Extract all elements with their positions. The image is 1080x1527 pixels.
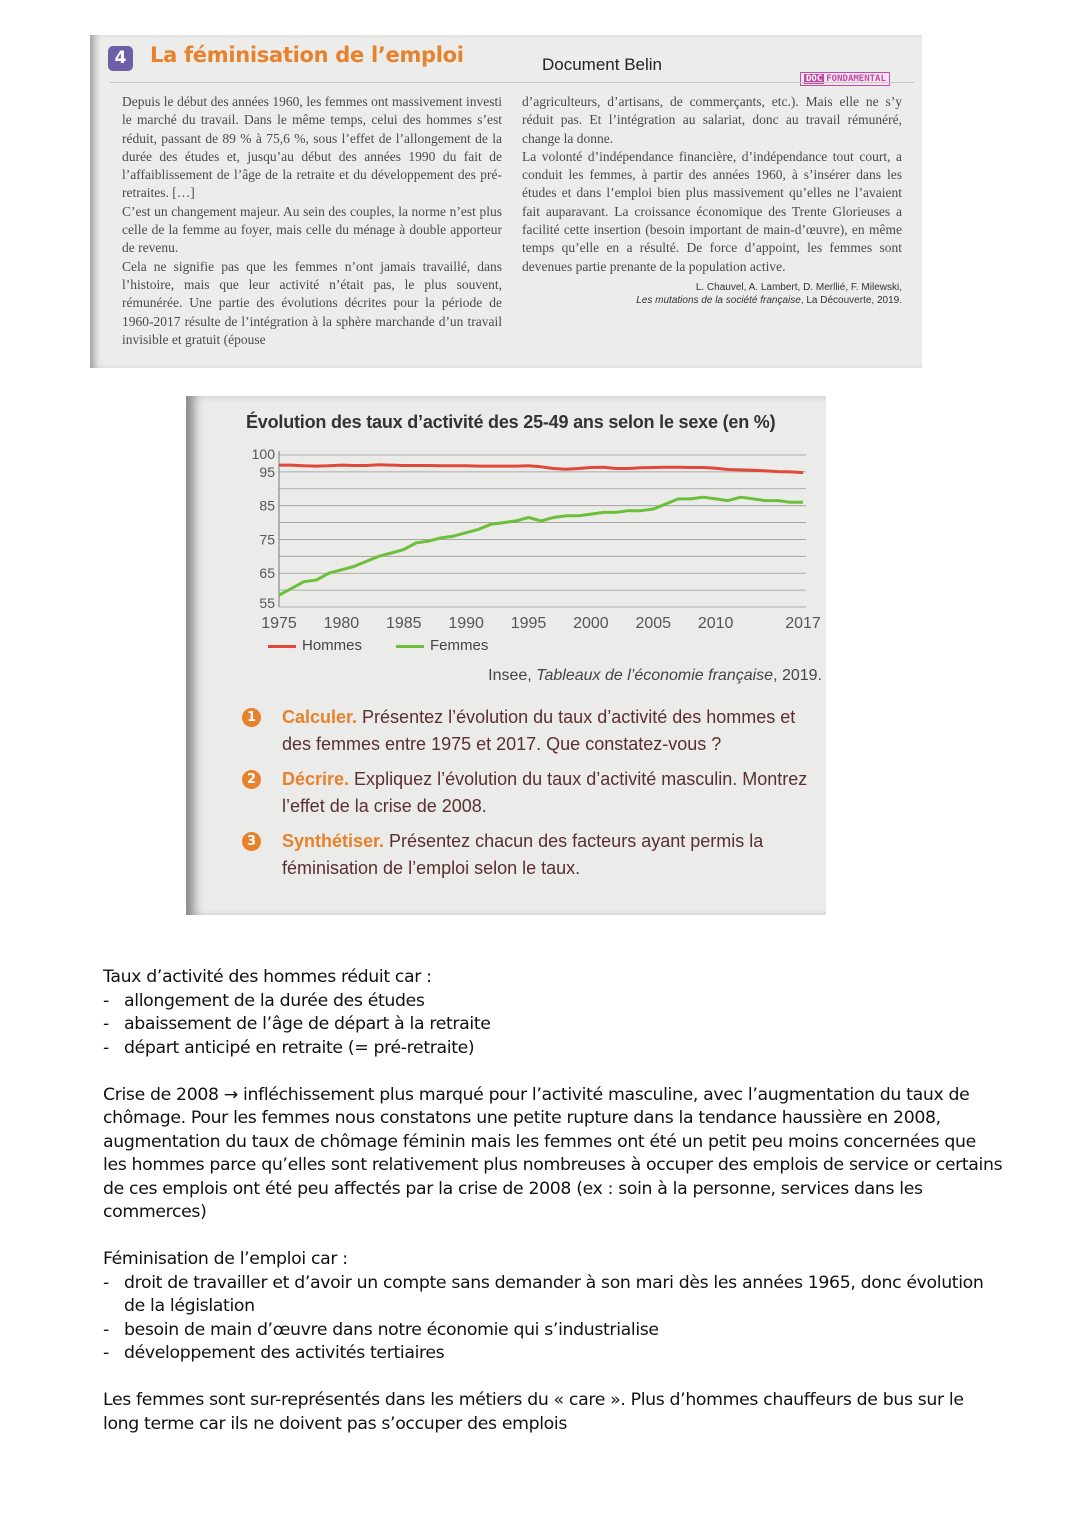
question-text: Présentez chacun des facteurs ayant permis la féminisation de l’emploi selon le taux.	[282, 831, 764, 878]
question-verb: Synthétiser.	[282, 831, 385, 851]
text-column-2	[522, 93, 902, 307]
paragraph: Crise de 2008 → infléchissement plus marqué pour l’activité masculine, avec l’augmentation du taux de chômage. Pour les femmes nous constatons une petite rupture dans la tendance haussière en 2008, augmentation du taux de chômage féminin mais les femmes ont été un petit peu moins concernées que les hommes parce qu’elles sont relativement plus nombreuses à occuper des emplois de service or certains de ces emplois ont été peu affectés par la crise de 2008 (ex : soin à la personne, services dans les commerces)	[103, 1084, 1003, 1222]
legend-label: Femmes	[430, 637, 489, 654]
question-number-icon: 1	[242, 708, 261, 727]
citation-book: Les mutations de la société française	[636, 294, 801, 306]
question-3	[244, 828, 814, 882]
legend-femmes	[396, 637, 488, 654]
citation-authors: L. Chauvel, A. Lambert, D. Merllié, F. Milewski,	[695, 281, 902, 293]
x-tick-label: 1995	[510, 615, 547, 632]
y-tick-label: 65	[259, 565, 275, 582]
x-tick-label: 1985	[385, 615, 422, 632]
chart-source	[488, 667, 822, 685]
y-tick-label: 100	[251, 446, 275, 462]
legend-hommes	[268, 637, 362, 654]
paragraph: Depuis le début des années 1960, les femmes ont massivement investi le marché du travail. Dans le même temps, celui des hommes s’est réduit, passant de 89 % à 75,6 %, sous l’effet de l’allongement de la durée des études et, jusqu’au début des années 1990 du fait de l’affaiblissement de l’âge de la retraite et du développement des pré-retraites. […]	[122, 94, 502, 201]
question-verb: Décrire.	[282, 769, 350, 789]
textbook-excerpt-image	[90, 35, 922, 368]
doc-fondamental-badge	[800, 72, 890, 86]
question-number-icon: 2	[242, 770, 261, 789]
notes-section-2	[103, 1084, 1003, 1225]
notes-heading: Taux d’activité des hommes réduit car :	[103, 967, 432, 987]
list-item: - départ anticipé en retraite (= pré-retraite)	[103, 1037, 1003, 1061]
notes-heading: Féminisation de l’emploi car :	[103, 1249, 348, 1269]
x-tick-label: 1980	[323, 615, 360, 632]
question-2	[244, 766, 814, 820]
badge-label: FONDAMENTAL	[826, 74, 886, 84]
x-tick-label: 2005	[635, 615, 672, 632]
legend-swatch-femmes	[396, 645, 424, 648]
notes-section-1	[103, 966, 1003, 1060]
line-chart	[186, 396, 826, 636]
notes-section-3	[103, 1248, 1003, 1366]
source-org: Insee,	[488, 667, 537, 684]
citation	[522, 281, 902, 307]
question-text: Expliquez l’évolution du taux d’activité masculin. Montrez l’effet de la crise de 2008.	[282, 769, 808, 816]
chart-exercise-image	[186, 396, 826, 915]
list-item: - développement des activités tertiaires	[103, 1342, 1003, 1366]
source-title: Tableaux de l’économie française	[536, 667, 774, 684]
x-tick-label: 2010	[697, 615, 734, 632]
divider	[110, 82, 914, 83]
legend-label: Hommes	[302, 637, 363, 654]
legend-swatch-hommes	[268, 645, 296, 648]
questions-list	[244, 704, 814, 890]
y-tick-label: 95	[259, 463, 275, 480]
document-annotation: Document Belin	[542, 55, 663, 74]
citation-publisher: , La Découverte, 2019.	[800, 294, 902, 306]
series-line-hommes	[279, 465, 803, 473]
y-tick-label: 75	[259, 531, 275, 548]
x-tick-label: 2017	[785, 615, 821, 632]
document-number: 4	[108, 46, 133, 71]
question-verb: Calculer.	[282, 707, 358, 727]
notes-section-4	[103, 1389, 1003, 1436]
question-text: Présentez l’évolution du taux d’activité des hommes et des femmes entre 1975 et 2017. Que constatez-vous ?	[282, 707, 796, 754]
document-title: La féminisation de l’emploi	[150, 43, 464, 67]
question-number-icon: 3	[242, 832, 261, 851]
notes	[103, 966, 1003, 1460]
paragraph: Cela ne signifie pas que les femmes n’ont jamais travaillé, dans l’histoire, mais que leur activité n’était pas, le plus souvent, rémunérée. Une partie des évolutions décrites pour la période de 1960-2017 résulte de l’intégration à la sphère marchande d’un travail invisible et gratuit (épouse	[122, 258, 502, 347]
question-1	[244, 704, 814, 758]
y-tick-label: 85	[259, 497, 275, 514]
paragraph: La volonté d’indépendance financière, d’indépendance tout court, a conduit les femmes, à partir des années 1960, à s’insérer dans les études et dans l’emploi bien plus massivement qu’elles ne l’avaient fait auparavant. La croissance économique des Trente Glorieuses a facilité cette insertion (besoin important de main-d’œuvre), en même temps qu’elle en a résulté. De force d’appoint, les femmes sont devenues partie prenante de la population active.	[522, 148, 902, 274]
series-line-femmes	[279, 497, 803, 595]
x-tick-label: 1975	[261, 615, 297, 632]
x-tick-label: 2000	[573, 615, 609, 632]
text-column-1	[122, 93, 502, 349]
paragraph: C’est un changement majeur. Au sein des couples, la norme n’est plus celle de la femme au foyer, mais celle du ménage à double apporteur de revenu.	[122, 203, 502, 256]
paragraph: d’agriculteurs, d’artisans, de commerçants, etc.). Mais elle ne s’y réduit pas. Et l’intégration au salariat, donc au travail rémunéré, change la donne.	[522, 94, 902, 146]
y-tick-label: 55	[259, 595, 275, 611]
chart-title: Évolution des taux d’activité des 25-49 ans selon le sexe (en %)	[246, 412, 776, 432]
list-item: - abaissement de l’âge de départ à la retraite	[103, 1013, 1003, 1037]
badge-doc: DOC	[806, 74, 823, 84]
list-item: - allongement de la durée des études	[103, 990, 1003, 1014]
x-tick-label: 1990	[448, 615, 484, 632]
list-item: - droit de travailler et d’avoir un compte sans demander à son mari dès les années 1965, donc évolution de la législation	[103, 1272, 1003, 1319]
list-item: - besoin de main d’œuvre dans notre économie qui s’industrialise	[103, 1319, 1003, 1343]
source-year: , 2019.	[773, 667, 822, 684]
paragraph: Les femmes sont sur-représentés dans les métiers du « care ». Plus d’hommes chauffeurs de bus sur le long terme car ils ne doivent pas s’occuper des emplois	[103, 1390, 964, 1434]
